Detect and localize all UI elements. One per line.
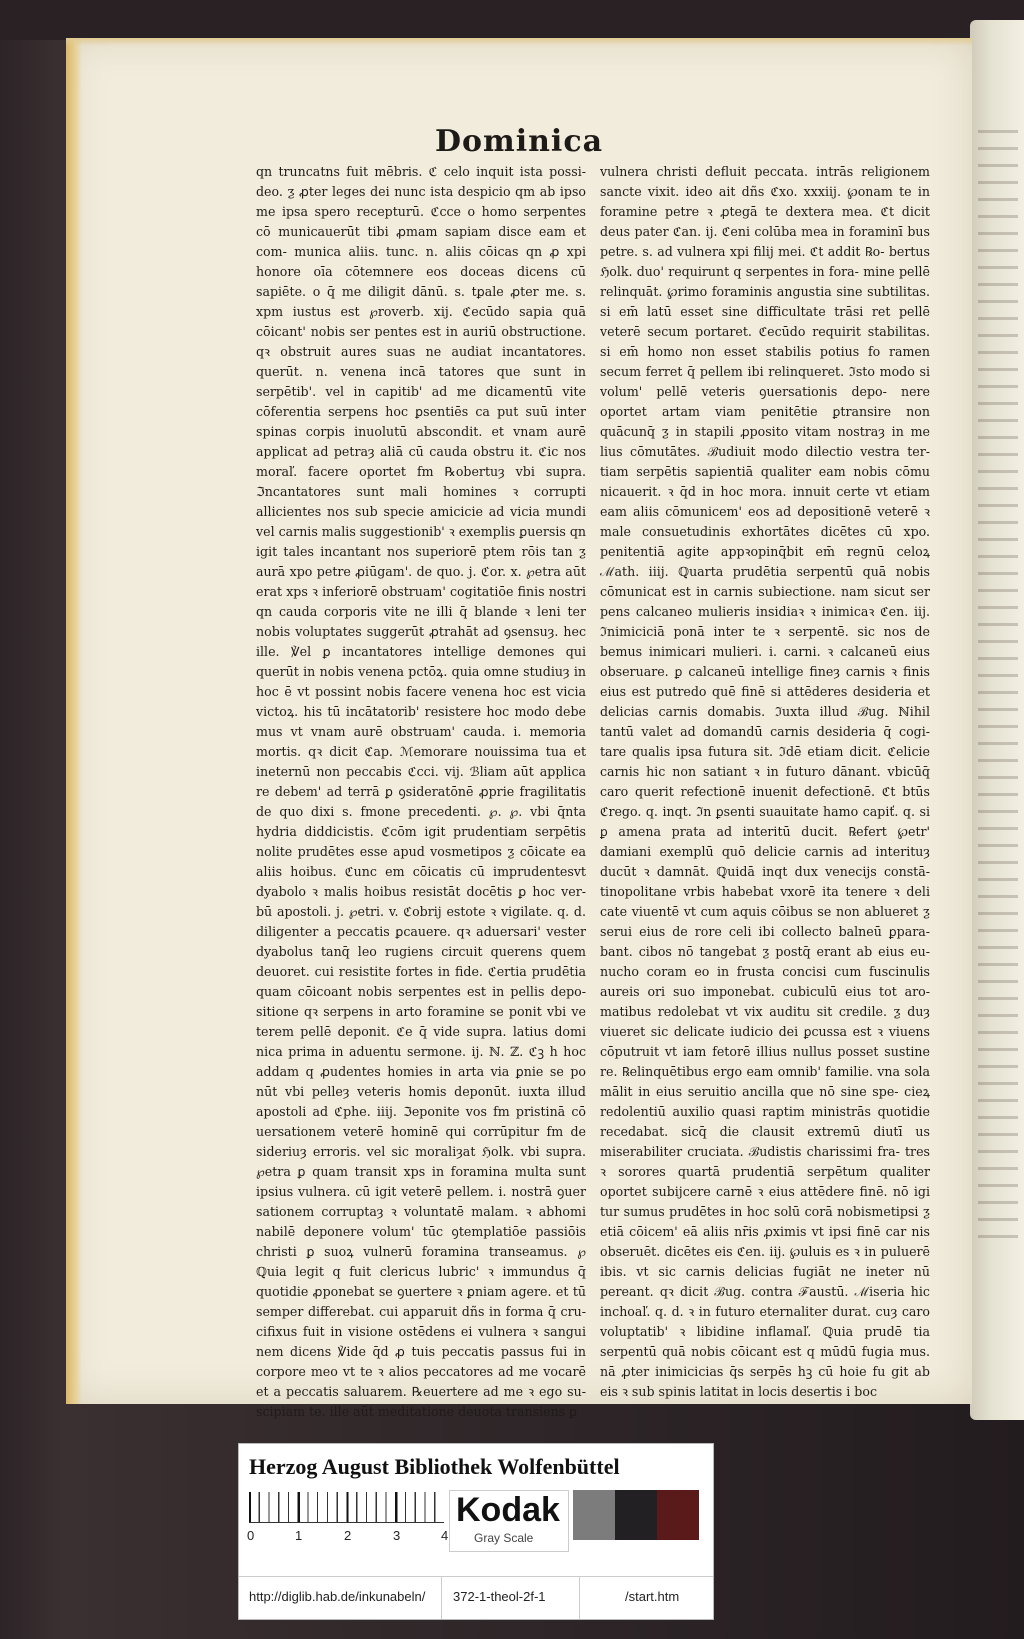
book-page xyxy=(66,38,972,1419)
library-name: Herzog August Bibliothek Wolfenbüttel xyxy=(249,1454,620,1479)
right-column-text: vulnera christi defluit peccata. intrās religionem sancte vixit. ideo ait dñs ℭxo. xxxiij. ℘onam te in foramine petre ꝛ ꝓtegā te dextera mea. ℭt dicit deus pater ℭan. ij. ℭeni colūba mea in foraminī bus petre. s. ad vulnera xpi filij mei. ℭt addit ℞o- bertus ℌolk. duo' requirunt q serpentes in fora- mine pellē relinquāt. ℘rimo foraminis angustia sine subtilitas. si em̄ latū esset sine difficultate trāsi ret pellē veterē secum portaret. ℭecūdo requirit stabilitas. si em̄ homo non esset stabilis potius fo ramen secum ferret q̄ pellem ibi relinqueret. ℑsto modo si volum' pellē veteris ꝯuersationis depo- nere oportet artam viam penitētie ꝑtransire non quācunq̄ ƺ in stapili ꝓposito vitam nostraȝ in me lius cōmutātes. ℬudiuit modo dilectio vestra ter- tiam serpētis sapientiā qualiter eam nobis cōmu nicauerit. ꝛ q̄d in hoc mora. innuit certe vt etiam eam aliis cōmunicem' eos ad depositionē veterē ꝛ male consuetudinis exhortātes dicētes cū xpo. penitentiā agite appꝛopinq̄bit em̄ regnū celoꝝ ℳath. iiij. ℚuarta prudētia serpentū quā nobis cōmunicat est in carnis subiectione. nam sicut ser pens calcaneo mulieris insidiaꝛ ꝛ inimicaꝛ ℭen. iij. ℑnimiciciā ponā inter te ꝛ serpentē. sic nos de bemus inimicari mulieri. i. carni. ꝛ calcaneū eius obseruare. ꝑ calcaneū intellige fineȝ carnis ꝛ finis eius est putredo quē finē si attēderes desideria et delicias carnis domabis. ℑuxta illud ℬug. ℕihil tantū valet ad domandū carnis desideria q̄ cogi- tare qualis ipsa futura sit. ℑdē etiam dicit. ℭelicie carnis hic non satiant ꝛ in futuro dānant. vbicūq̄ caro querit refectionē inuenit defectionē. ℭt btūs ℭrego. q. inqt. ℑn ꝑsenti suauitate hamo capiť. q. si ꝑ amena prata ad interitū ducit. ℞efert ℘etr' damiani exemplū quō delicie carnis ad interituȝ ducūt ꝛ damnāt. ℚuidā inqt dux venecijs constā- tinopolitane vrbis habebat vxorē ita tenere ꝛ deli cate viuentē vt cum aquis cōibus se non ablueret ƺ serui eius de rore celi ibi collecto balneū ꝑpara- bant. cibos nō tangebat ƺ postq̄ erant ab eius eu- nucho coram eo in frusta concisi cum fuscinulis aureis ori suo imponebat. cubiculū eius tot aro- matibus redolebat vt vix auditu sit credile. ƺ duȝ viueret sic delicate iudicio dei ꝑcussa est ꝛ viuens cōputruit vt iam fetorē illius nullus posset sustine re. ℞elinquētibus ergo eam omnib' familie. vna sola mālit in eius seruitio ancilla que nō sine spe- cieꝝ redolentiū auxilio quasi raptim ministrās quotidie recedabat. sicq̄ die clausit extremū diutī us miserabiliter cruciata. ℬudistis charissimi fra- tres ꝛ sorores quartā prudentiā serpētum qualiter oportet subijcere carnē ꝛ eius attēdere finē. nō igi tur sumus prudētes in hoc solū corā nobismetipsi ƺ etiā cōicem' eā aliis nr̄is ꝓximis vt ipsi finē car nis obseruēt. dicētes eis ℭen. iij. ℘uluis es ꝛ in puluerē ibis. vt sic carnis delicias fugiāt ne ineter nū pereant. qꝛ dicit ℬug. contra ℱaustū. ℳiseria hic inchoaľ. q. d. ꝛ in futuro eternaliter durat. cuȝ caro voluptatib' ꝛ libidine inflamaľ. ℚuia prudē tia serpentū quā nobis cōicant est q mūdū fugia mus. nā ꝓter inimicicias q̄s serpēs hꝫ cū hoie fu git ab eis ꝛ sub spinis latitat in locis desertis i boc xyxy=(600,164,930,1399)
color-target-card xyxy=(238,1443,714,1620)
url-separator xyxy=(441,1577,442,1619)
url-id: 372-1-theol-2f-1 xyxy=(453,1589,546,1604)
ruler-major-ticks xyxy=(249,1492,444,1522)
ruler-number: 1 xyxy=(295,1528,303,1543)
page-top-edge xyxy=(66,38,972,46)
kodak-brand: Kodak xyxy=(456,1491,560,1529)
text-column-left xyxy=(256,162,586,1422)
dark-red-swatch xyxy=(657,1490,699,1540)
facing-page-edge xyxy=(970,20,1024,1420)
url-end: /start.htm xyxy=(625,1589,680,1604)
url-row xyxy=(239,1576,713,1619)
ruler-number: 2 xyxy=(344,1528,352,1543)
running-head: Dominica xyxy=(434,124,604,159)
url-separator xyxy=(579,1577,580,1619)
gray-scale-label: Gray Scale xyxy=(474,1531,534,1545)
ruler-number: 4 xyxy=(441,1528,449,1543)
ruler-number: 3 xyxy=(393,1528,401,1543)
text-column-right xyxy=(600,162,930,1402)
scale-ruler xyxy=(249,1492,444,1523)
scan-top-margin xyxy=(0,0,1024,40)
black-swatch xyxy=(615,1490,657,1540)
left-column-text: qn truncatns fuit mēbris. ℭ celo inquit ista possi- deo. ƺ ꝓter leges dei nunc ista despicio qm ab ipso me ipsa spero recepturū. ℭcce o homo serpentes cō municauerūt tibi ꝓmam sapiam disce eam et com- munica aliis. tunc. n. aliis cōicas qn ꝓ xpi honore oīa cōtemnere eos doceas dicens cū sapiēte. o q̄ me diligit dānū. s. tꝑale ꝓter me. s. xpm iustus est ℘roverb. xij. ℭecūdo sapia quā cōicant' nobis ser pentes est in auriū obstructione. qꝛ obstruit aures suas ne audiat incantatores. querūt. n. venena incā tatores que sunt in serpētib'. vel in capitib' ad me dicamentū vite cōferentia serpens hoc ꝑsentiēs ca put suū inter spinas corpis inuolutū abscondit. et vnam aurē applicat ad petraȝ aliā cū cauda obstru it. ℭic nos moraľ. facere oportet fm ℞obertuȝ vbi supra. ℑncantatores sunt mali homines ꝛ corrupti allicientes nos sub specie amicicie ad vicia mundi vel carnis malis suggestionib' ꝛ exemplis ꝑuersis qn igit tales incantant nos superiorē ptem rōis tan ƺ aurā xpo petre ꝓiūgam'. de quo. j. ℭor. x. ℘etra aūt erat xps ꝛ inferiorē obstruam' cogitatiōe finis nostri qn cauda corporis vite ne illi q̄ blande ꝛ leni ter nobis voluptates suggerūt ꝓtrahāt ad ꝯsensuȝ. hec ille. ℣el ꝑ incantatores intellige demones qui querūt in nobis venena pctōꝝ. quia omne studiuȝ in hoc ē vt possint nobis facere venena hoc est vicia victoꝝ. his tū incātatorib' resistere hoc modo debe mus vt vnam aurē obstruam' cauda. i. memoria mortis. qꝛ dicit ℭap. ℳemorare nouissima tua et ineternū non peccabis ℭcci. vij. ℬliam aūt applica re debem' ad terrā ꝑ ꝯsideratōnē ꝓprie fragilitatis de quo dixi s. fmone precedenti. ℘. ℘. vbi q̄nta hydria diddicistis. ℭcōm igit prudentiam serpētis nolite prudētes esse apud vosmetipos ƺ cōicate ea aliis hoibus. ℭunc em cōicatis cū imprudentesvt dyabolo ꝛ malis hoibus resistāt docētis ꝑ hoc ver- bū apostoli. j. ℘etri. v. ℭobrij estote ꝛ vigilate. q. d. diligenter a peccatis ꝑcauere. qꝛ aduersari' vester dyabolus tanq̄ leo rugiens circuit querens quem deuoret. cui resistite fortes in fide. ℭertia prudētia quam cōicoant nobis serpentes est in pellis depo- sitione qꝛ serpens in arto foramine se ponit vbi ve terem pellē deponit. ℭe q̄ vide supra. latius domi nica prima in aduentu sermone. ij. ℕ. ℤ. ℭꝫ h hoc addam q ꝓudentes homies in arta via ꝑnie se po nūt vbi pelleȝ veteris homis deponūt. iuxta illud apostoli ad ℭphe. iiij. ℑeponite vos fm pristinā cō uersationem veterē hominē qui corrūpitur fm de sideriuȝ erroris. vel sic moraliȝat ℌolk. vbi supra. ℘etra ꝑ quam transit xps in foramina multa sunt ipsius vulnera. cū igit veterē pellem. i. nostrā ꝯuer sationem corruptaȝ ꝛ voluntatē malam. ꝛ abhomi nabilē deponere volum' tūc ꝯtemplatiōe passiōis christi ꝑ suoꝝ vulnerū foramina transeamus. ℘ ℚuia legit q fuit clericus lubric' ꝛ immundus q̄ quotidie ꝓponebat se ꝯuertere ꝛ ꝑniam agere. et tū semper differebat. cui apparuit dñs in forma q̄ cru- cifixus fuit in visione ostēdens ei vulnera ꝛ sangui nem dicens ℣ide q̄d ꝓ tuis peccatis passus fui in corpore meo vt te ꝛ alios peccatores ad me vocarē et a peccatis saluarem. ℞euertere ad me ꝛ ego su- scipiam te. ille aūt meditatione deuota transiens ꝑ xyxy=(256,164,586,1419)
kodak-logo-box xyxy=(449,1490,569,1552)
facing-page-text-ghost xyxy=(978,130,1018,1250)
ruler-number: 0 xyxy=(247,1528,255,1543)
gray-swatch xyxy=(573,1490,615,1540)
page-gilt-edge xyxy=(66,38,82,1404)
url-base: http://diglib.hab.de/inkunabeln/ xyxy=(249,1589,426,1604)
